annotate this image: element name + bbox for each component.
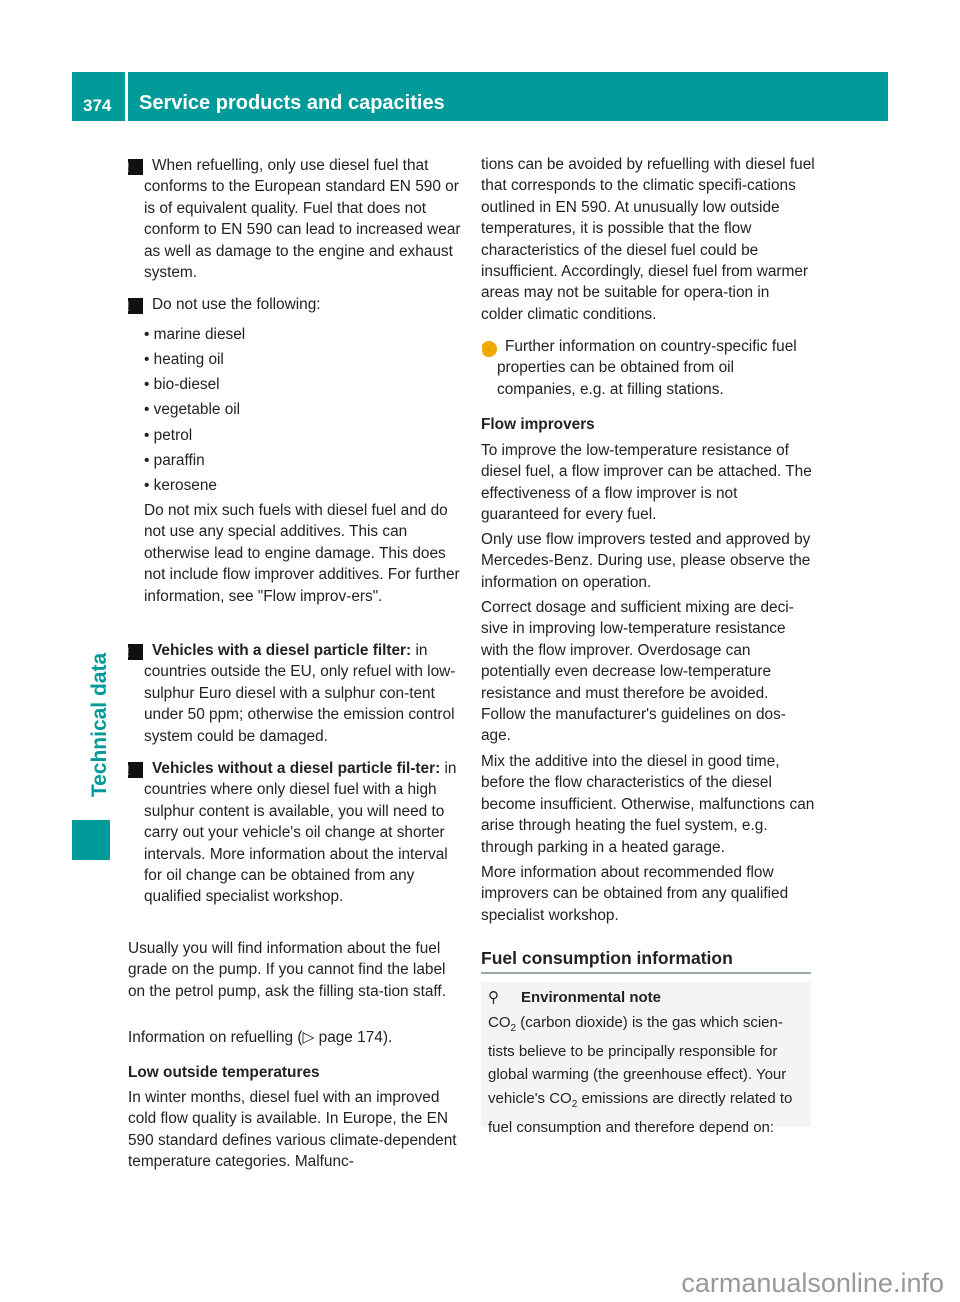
- page-header: [72, 72, 888, 121]
- watermark: carmanualsonline.info: [681, 1268, 944, 1298]
- info-note: i Further information on country-specific fuel properties can be obtained from oil companies, e.g. at filling stations.: [478, 338, 797, 398]
- list-item: • heating oil: [144, 351, 224, 368]
- page-title: Service products and capacities: [139, 92, 445, 114]
- flow-paragraph-2: Only use flow improvers tested and approved by Mercedes-Benz. During use, please observe the information on operation.: [481, 531, 811, 591]
- warning-text: Do not use the following:: [152, 296, 321, 313]
- low-temp-heading: Low outside temperatures: [128, 1064, 320, 1081]
- warning-icon: !: [128, 298, 143, 314]
- list-item: • marine diesel: [144, 326, 246, 343]
- warning-text: When refuelling, only use diesel fuel that conforms to the European standard EN 590 or is of equivalent quality. Fuel that does not conform to EN 590 can lead to increased wear as well as damage to the engine and exhaust system.: [144, 157, 461, 282]
- flow-paragraph-3: Correct dosage and sufficient mixing are deci-sive in improving low-temperature resistance with the flow improver. Overdosage can potentially even decrease low-temperature resistance and must therefore be avoided. Follow the manufacturer's guidelines on dos-age.: [481, 599, 794, 745]
- continued-paragraph: tions can be avoided by refuelling with diesel fuel that corresponds to the climatic specifi-cations outlined in EN 590. At unusually low outside temperatures, it is possible that the flow characteristics of the diesel fuel could be insufficient. Accordingly, diesel fuel from warmer areas may not be suitable for opera-tion in colder climatic conditions.: [481, 156, 815, 323]
- warning-do-not-use: [125, 294, 462, 315]
- list-item: • petrol: [144, 427, 193, 444]
- refuelling-reference-link[interactable]: Information on refuelling (▷ page 174).: [128, 1029, 393, 1046]
- info-icon: i: [481, 341, 497, 357]
- page-number: 374: [83, 96, 112, 115]
- list-item: • vegetable oil: [144, 401, 241, 418]
- warning-no-particle-filter: ! Vehicles without a diesel particle fil-ter: in countries where only diesel fuel with a high sulphur content is available, you will need to carry out your vehicle's oil change at shorter intervals. More information about the interval for oil change can be obtained from any qualified specialist workshop.: [125, 760, 457, 906]
- fuel-grade-paragraph: Usually you will find information about the fuel grade on the pump. If you cannot find the label on the petrol pump, ask the filling sta-tion staff.: [128, 940, 446, 1000]
- environmental-note-box: [481, 982, 811, 1136]
- section-tab-marker: [72, 820, 110, 860]
- flow-paragraph-4: Mix the additive into the diesel in good time, before the flow characteristics of the diesel become insufficient. Otherwise, malfunctions can arise through heating the fuel system, e.g. through parking in a heated garage.: [481, 753, 815, 856]
- environmental-note-title: ⚲ Environmental note: [488, 989, 662, 1006]
- list-item: • paraffin: [144, 452, 205, 469]
- fuel-consumption-heading: Fuel consumption information: [481, 948, 811, 974]
- warning-refuelling: [125, 155, 462, 283]
- low-temp-paragraph: In winter months, diesel fuel with an improved cold flow quality is available. In Europe, the EN 590 standard defines various climate-dependent temperature categories. Malfunc-: [128, 1089, 457, 1171]
- section-tab-label: Technical data: [88, 652, 111, 798]
- tree-icon: ⚲: [488, 989, 499, 1006]
- flow-paragraph-5: More information about recommended flow improvers can be obtained from any qualified specialist workshop.: [481, 864, 789, 924]
- warning-icon: !: [128, 762, 143, 778]
- list-item: • kerosene: [144, 477, 217, 494]
- flow-paragraph-1: To improve the low-temperature resistance of diesel fuel, a flow improver can be attached. The effectiveness of a flow improver is not guaranteed for every fuel.: [481, 442, 812, 524]
- list-item: • bio-diesel: [144, 376, 220, 393]
- mix-paragraph: Do not mix such fuels with diesel fuel and do not use any special additives. This can otherwise lead to engine damage. This does not include flow improver additives. For further information, see "Flow improv-ers".: [144, 502, 460, 605]
- flow-improvers-heading: Flow improvers: [481, 416, 595, 433]
- warning-icon: !: [128, 644, 143, 660]
- warning-icon: !: [128, 159, 143, 175]
- warning-particle-filter: ! Vehicles with a diesel particle filter: in countries outside the EU, only refuel with low-sulphur Euro diesel with a sulphur con-tent under 50 ppm; otherwise the emission control system could be damaged.: [125, 642, 456, 745]
- header-divider: [125, 72, 128, 121]
- environmental-note-text: $CO_2$ (carbon dioxide) is the gas which scien-tists believe to be principally responsible for global warming (the greenhouse effect). Your vehicle's $CO_2$ emissions are directly related to fuel consumption and therefore depend on:: [488, 1014, 793, 1136]
